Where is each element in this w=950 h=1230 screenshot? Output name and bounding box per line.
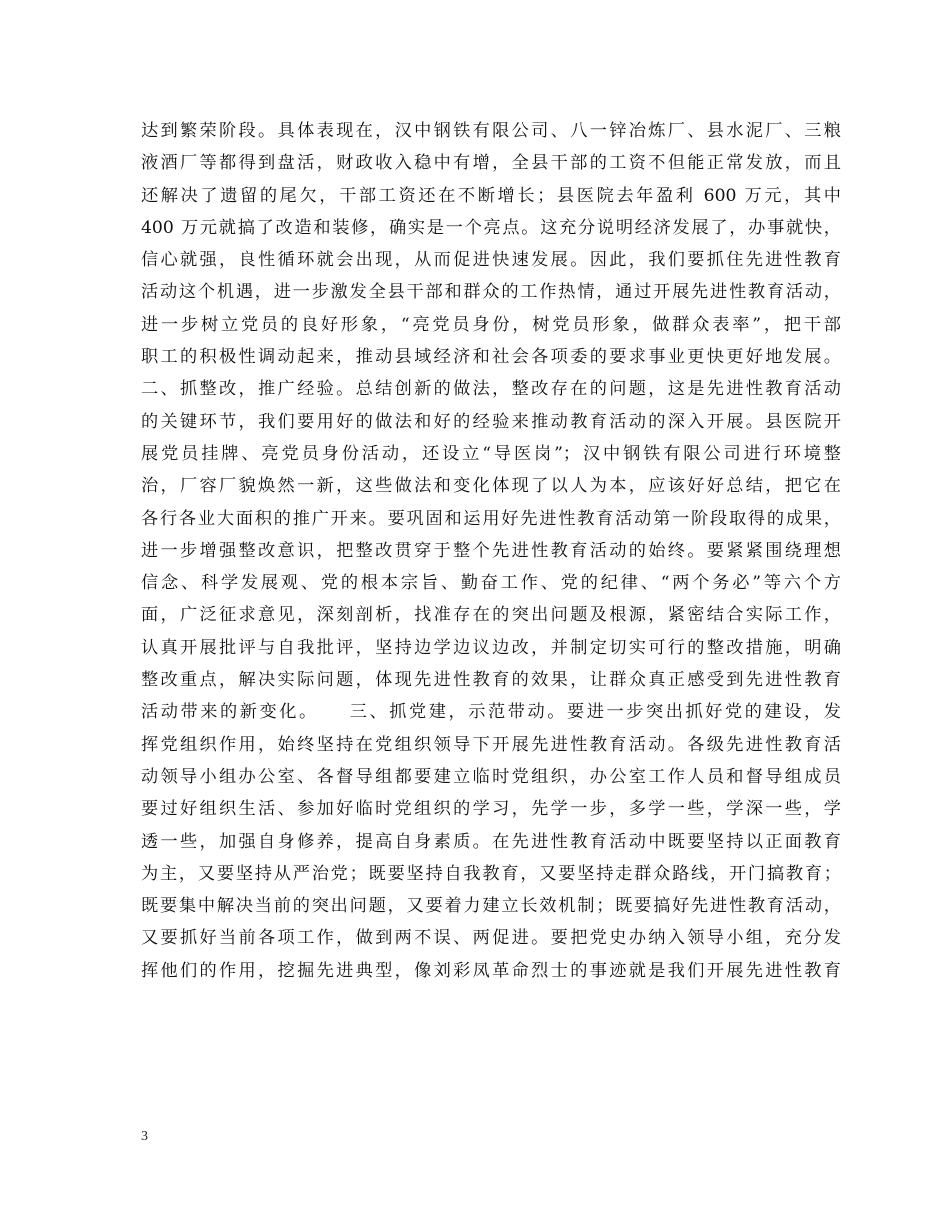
text-line: 动领导小组办公室、各督导组都要建立临时党组织，办公室工作人员和督导组成员: [141, 766, 841, 787]
text-line: 挥党组织作用，始终坚持在党组织领导下开展先进性教育活动。各级先进性教育活: [141, 734, 841, 755]
text-line: 活动带来的新变化。 三、抓党建，示范带动。要进一步突出抓好党的建设，发: [141, 702, 841, 723]
text-line: 面，广泛征求意见，深刻剖析，找准存在的突出问题及根源，紧密结合实际工作，: [141, 605, 841, 626]
page-number: 3: [141, 1129, 148, 1144]
text-line: 信心就强，良性循环就会出现，从而促进快速发展。因此，我们要抓住先进性教育: [141, 250, 841, 271]
text-line: 各行各业大面积的推广开来。要巩固和运用好先进性教育活动第一阶段取得的成果，: [141, 508, 841, 529]
text-line: 400 万元就搞了改造和装修，确实是一个亮点。这充分说明经济发展了，办事就快，: [141, 217, 841, 238]
text-line: 职工的积极性调动起来，推动县域经济和社会各项委的要求事业更快更好地发展。: [141, 347, 841, 368]
text-line: 进一步树立党员的良好形象，“亮党员身份，树党员形象，做群众表率”，把干部: [141, 314, 841, 335]
text-line: 透一些，加强自身修养，提高自身素质。在先进性教育活动中既要坚持以正面教育: [141, 831, 841, 852]
text-line: 的关键环节，我们要用好的做法和好的经验来推动教育活动的深入开展。县医院开: [141, 411, 841, 432]
text-line: 为主，又要坚持从严治党；既要坚持自我教育，又要坚持走群众路线，开门搞教育；: [141, 863, 841, 884]
text-line: 二、抓整改，推广经验。总结创新的做法，整改存在的问题，这是先进性教育活动: [141, 379, 841, 400]
text-line: 活动这个机遇，进一步激发全县干部和群众的工作热情，通过开展先进性教育活动，: [141, 282, 841, 303]
body-text: [141, 115, 841, 987]
text-line: 认真开展批评与自我批评，坚持边学边议边改，并制定切实可行的整改措施，明确: [141, 637, 841, 658]
text-line: 液酒厂等都得到盘活，财政收入稳中有增，全县干部的工资不但能正常发放，而且: [141, 153, 841, 174]
text-line: 整改重点，解决实际问题，体现先进性教育的效果，让群众真正感受到先进性教育: [141, 670, 841, 691]
text-line: 进一步增强整改意识，把整改贯穿于整个先进性教育活动的始终。要紧紧围绕理想: [141, 540, 841, 561]
text-line: 达到繁荣阶段。具体表现在，汉中钢铁有限公司、八一锌冶炼厂、县水泥厂、三粮: [141, 121, 841, 141]
text-line: 挥他们的作用，挖掘先进典型，像刘彩凤革命烈士的事迹就是我们开展先进性教育: [141, 960, 841, 981]
text-line: 既要集中解决当前的突出问题，又要着力建立长效机制；既要搞好先进性教育活动，: [141, 896, 841, 917]
text-line: 展党员挂牌、亮党员身份活动，还设立“导医岗”；汉中钢铁有限公司进行环境整: [141, 443, 841, 464]
text-line: 还解决了遗留的尾欠，干部工资还在不断增长；县医院去年盈利 600 万元，其中: [141, 185, 841, 206]
text-line: 治，厂容厂貌焕然一新，这些做法和变化体现了以人为本，应该好好总结，把它在: [141, 476, 841, 497]
text-line: 信念、科学发展观、党的根本宗旨、勤奋工作、党的纪律、“两个务必”等六个方: [141, 573, 841, 594]
text-line: 又要抓好当前各项工作，做到两不误、两促进。要把党史办纳入领导小组，充分发: [141, 928, 841, 949]
text-line: 要过好组织生活、参加好临时党组织的学习，先学一步，多学一些，学深一些，学: [141, 799, 841, 820]
